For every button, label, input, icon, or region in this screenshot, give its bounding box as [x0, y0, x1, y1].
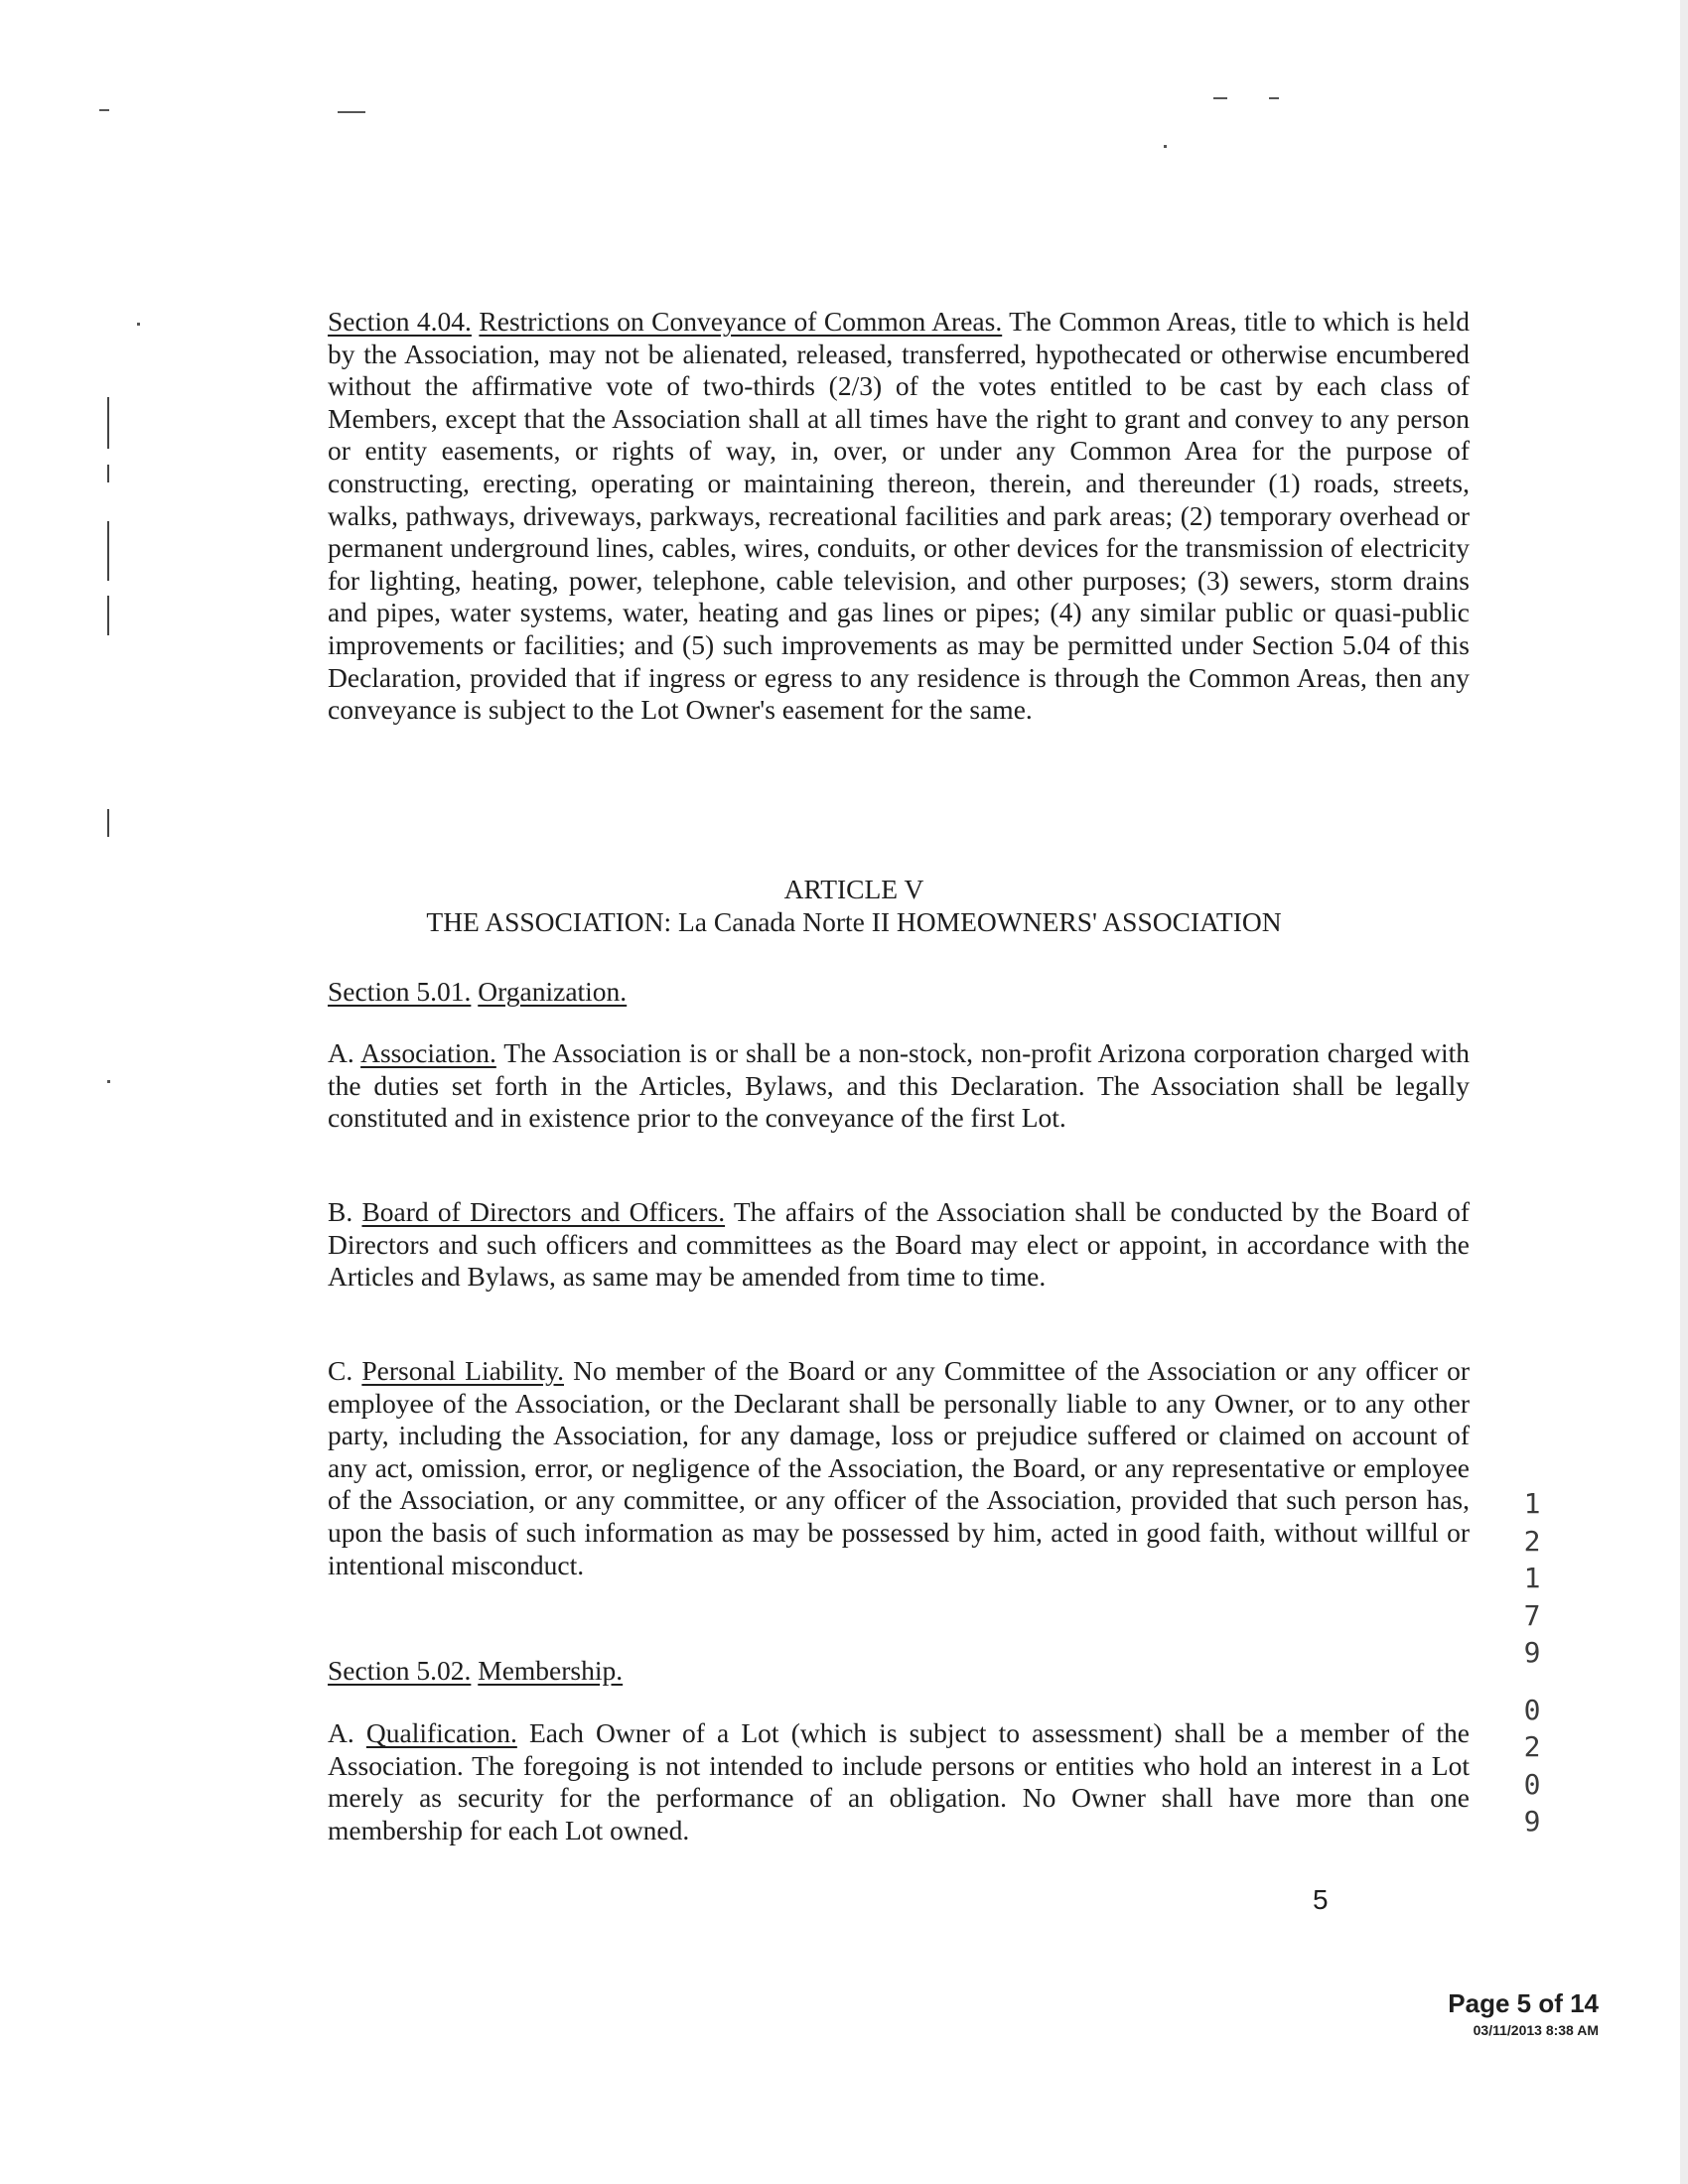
paragraph-body: No member of the Board or any Committee of the Association or any officer or employee of the Association, or the Declarant shall be personally liable to any Owner, or to any other party, including the Association, for any damage, loss or prejudice suffered or claimed on account of any act, omission, error, or negligence of the Association, the Board, or any representative or employee of the Association, or any committee, or any officer of the Association, provided that such person has, upon the basis of such information as may be possessed by him, acted in good faith, without willful or intentional misconduct. [328, 1355, 1471, 1580]
article-heading: ARTICLE V [783, 874, 924, 904]
section-4-04-number: Section 4.04. [328, 306, 472, 337]
paragraph-marker: C. [328, 1355, 353, 1386]
recording-stamp [1517, 1485, 1547, 1841]
scan-speck [338, 111, 365, 113]
section-5-01-a [238, 1037, 1470, 1135]
stamp-digit: 9 [1523, 1636, 1541, 1669]
section-5-01-heading [328, 976, 627, 1009]
paragraph-marker: A. [328, 1717, 354, 1748]
stamp-digit: 1 [1523, 1562, 1541, 1594]
section-5-02-heading [328, 1655, 623, 1688]
scan-speck [99, 109, 109, 111]
scan-speck [137, 323, 140, 326]
paragraph-title: Qualification. [365, 1717, 517, 1748]
margin-mark [107, 596, 109, 635]
section-5-01-c [238, 1355, 1470, 1581]
footer-timestamp: 03/11/2013 8:38 AM [1473, 2022, 1599, 2038]
scan-speck [1164, 145, 1167, 148]
scan-speck [1213, 97, 1227, 99]
footer-page-label: Page 5 of 14 [1448, 1988, 1599, 2018]
stamp-digit: 2 [1523, 1524, 1541, 1558]
section-4-04-body: The Common Areas, title to which is held by the Association, may not be alienated, released, transferred, hypothecated or otherwise encumbered without the affirmative vote of two-thirds (2/3) of the votes entitled to be cast by each class of Members, except that the Association shall at all times have the right to grant and convey to any person or entity easements, or rights of way, in, over, or under any Common Area for the purpose of constructing, erecting, operating or maintaining thereon, therein, and thereunder (1) roads, streets, walks, pathways, driveways, parkways, recreational facilities and park areas; (2) temporary overhead or permanent underground lines, cables, wires, conduits, or other devices for the transmission of electricity for lighting, heating, power, telephone, cable television, and other purposes; (3) sewers, storm drains and pipes, water systems, water, heating and gas lines or pipes; (4) any similar public or quasi-public improvements or facilities; and (5) such improvements as may be permitted under Section 5.04 of this Declaration, provided that if ingress or egress to any residence is through the Common Areas, then any conveyance is subject to the Lot Owner's easement for the same. [328, 306, 1470, 726]
stamp-digit: 1 [1523, 1487, 1541, 1520]
scan-speck [107, 1080, 110, 1083]
stamp-digit: 7 [1523, 1598, 1541, 1632]
section-5-01-b [238, 1196, 1470, 1294]
paragraph-title: Association. [360, 1037, 496, 1068]
section-5-02-title: Membership. [478, 1655, 624, 1686]
stamp-digit: 2 [1523, 1730, 1541, 1763]
margin-mark [107, 809, 109, 837]
margin-mark [107, 521, 109, 581]
section-5-01-title: Organization. [478, 976, 628, 1007]
page-number: 5 [1313, 1884, 1329, 1915]
page-edge [1680, 0, 1688, 2184]
paragraph-title: Personal Liability. [361, 1355, 564, 1386]
margin-mark [107, 397, 109, 449]
paragraph-body: Each Owner of a Lot (which is subject to assessment) shall be a member of the Association. The foregoing is not intended to include persons or entities who hold an interest in a Lot merely as security for the performance of an obligation. No Owner shall have more than one membership for each Lot owned. [328, 1717, 1470, 1845]
article-title: THE ASSOCIATION: La Canada Norte II HOMEOWNERS' ASSOCIATION [426, 906, 1282, 937]
stamp-digit: 9 [1523, 1805, 1541, 1838]
section-4-04 [238, 306, 1470, 727]
paragraph-marker: A. [328, 1037, 354, 1068]
paragraph-body: The Association is or shall be a non-stock, non-profit Arizona corporation charged with the duties set forth in the Articles, Bylaws, and this Declaration. The Association shall be legally constituted and in existence prior to the conveyance of the first Lot. [328, 1037, 1470, 1134]
section-5-02-number: Section 5.02. [328, 1655, 472, 1686]
scan-speck [1269, 97, 1279, 99]
section-5-02-a [238, 1717, 1470, 1846]
margin-mark [107, 465, 109, 482]
section-4-04-title: Restrictions on Conveyance of Common Areas. [479, 306, 1003, 337]
paragraph-body: The affairs of the Association shall be conducted by the Board of Directors and such officers and committees as the Board may elect or appoint, in accordance with the Articles and Bylaws, as same may be amended from time to time. [328, 1196, 1471, 1293]
stamp-digit: 0 [1523, 1767, 1541, 1801]
section-5-01-number: Section 5.01. [328, 976, 472, 1007]
paragraph-title: Board of Directors and Officers. [361, 1196, 726, 1227]
stamp-digit: 0 [1523, 1693, 1541, 1726]
paragraph-marker: B. [328, 1196, 353, 1227]
